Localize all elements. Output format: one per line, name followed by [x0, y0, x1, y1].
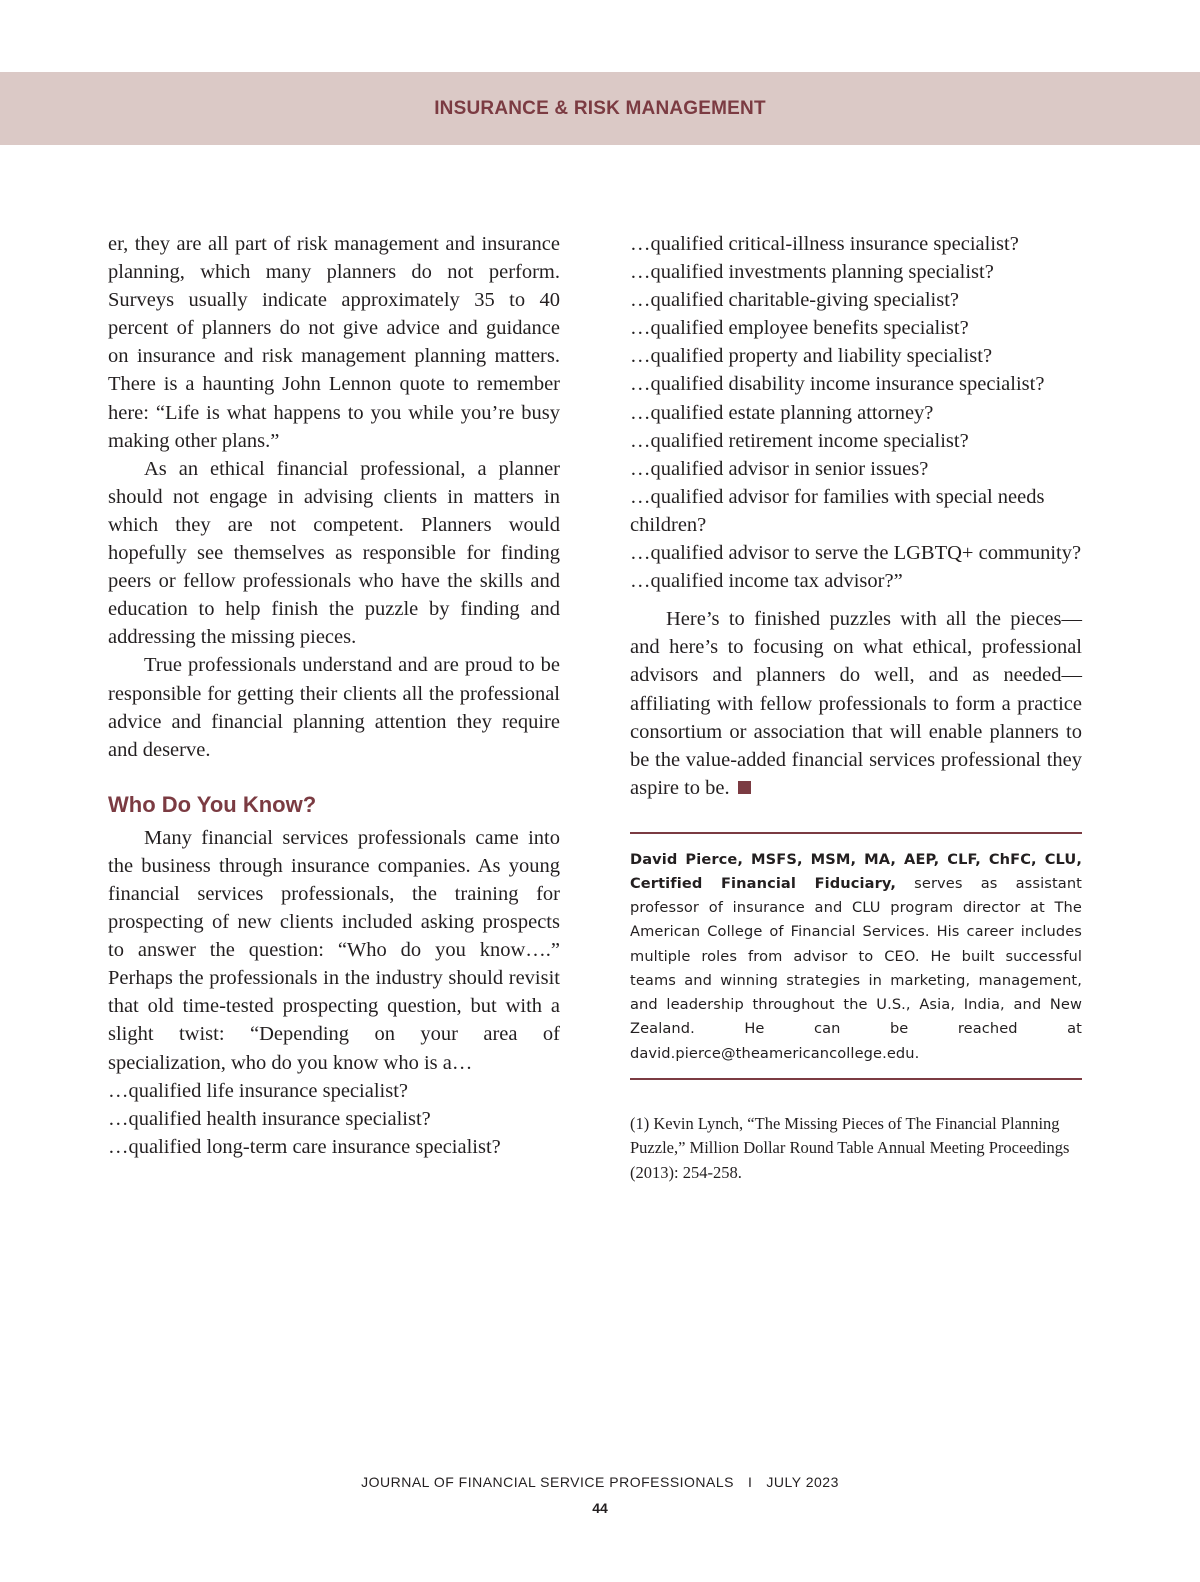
- footer-separator: I: [748, 1474, 753, 1490]
- author-bio: [630, 834, 1082, 1078]
- list-item: …qualified life insurance specialist?: [108, 1079, 408, 1102]
- closing-text: Here’s to finished puzzles with all the pieces—and here’s to focusing on what ethical, professional advisors and planners do well, and as needed—affiliating with fellow professionals to form a practice consortium or association that will enable planners to be the value-added financial services professional they aspire to be.: [630, 608, 1082, 799]
- list-item: …qualified charitable-giving specialist?: [630, 289, 960, 312]
- section-title: INSURANCE & RISK MANAGEMENT: [434, 97, 766, 119]
- list-item: …qualified disability income insurance specialist?: [630, 373, 1045, 396]
- divider: [630, 1078, 1082, 1080]
- left-column: [108, 230, 560, 1161]
- paragraph: er, they are all part of risk management and insurance planning, which many planners do not perform. Surveys usually indicate approximately 35 to 40 percent of planners do not give advice and guidance on insurance and risk management planning matters. There is a haunting John Lennon quote to remember here: “Life is what happens to you while you’re busy making other plans.”: [108, 233, 560, 452]
- paragraph: As an ethical financial professional, a planner should not engage in advising clients in matters in which they are not competent. Planners would hopefully see themselves as responsible for finding peers or fellow professionals who have the skills and education to help finish the puzzle by finding and addressing the missing pieces.: [108, 457, 560, 649]
- issue-date: JULY 2023: [766, 1474, 839, 1490]
- paragraph: Many financial services professionals came into the business through insurance companies. As young financial services professionals, the training for prospecting of new clients included asking prospects to answer the question: “Who do you know….” Perhaps the professionals in the industry should revisit that old time-tested prospecting question, but with a slight twist: “Depending on your area of specialization, who do you know who is a…: [108, 826, 560, 1074]
- closing-paragraph: [630, 605, 1082, 802]
- paragraph: True professionals understand and are proud to be responsible for getting their clients all the professional advice and financial planning attention they require and deserve.: [108, 654, 560, 761]
- page-number: 44: [592, 1500, 608, 1516]
- list-item: …qualified health insurance specialist?: [108, 1107, 431, 1130]
- author-name: David Pierce, MSFS, MSM, MA, AEP, CLF, ChFC, CLU, Certified Financial Fiduciary,: [630, 850, 1082, 893]
- list-item: …qualified advisor in senior issues?: [630, 457, 929, 480]
- list-item: …qualified advisor to serve the LGBTQ+ community?: [630, 542, 1082, 565]
- section-header-band: [0, 72, 1200, 145]
- list-item: …qualified critical-illness insurance specialist?: [630, 233, 1019, 255]
- specialist-list: [108, 1077, 560, 1161]
- specialist-list: [630, 230, 1082, 595]
- section-heading: Who Do You Know?: [108, 791, 317, 817]
- list-item: …qualified income tax advisor?”: [630, 570, 903, 593]
- page-footer: [0, 1474, 1200, 1490]
- journal-name: JOURNAL OF FINANCIAL SERVICE PROFESSIONALS: [361, 1474, 735, 1490]
- list-item: …qualified estate planning attorney?: [630, 401, 934, 424]
- end-of-article-icon: [738, 781, 751, 794]
- list-item: …qualified property and liability specialist?: [630, 345, 993, 368]
- list-item: …qualified employee benefits specialist?: [630, 317, 969, 340]
- right-column: [630, 230, 1082, 1185]
- list-item: …qualified long-term care insurance specialist?: [108, 1135, 501, 1158]
- author-bio-text: serves as assistant professor of insurance and CLU program director at The American College of Financial Services. His career includes multiple roles from advisor to CEO. He built successful teams and winning strategies in marketing, management, and leadership throughout the U.S., Asia, India, and New Zealand. He can be reached at david.pierce@theamericancollege.edu.: [630, 875, 1082, 1062]
- list-item: …qualified investments planning specialist?: [630, 261, 994, 284]
- list-item: …qualified retirement income specialist?: [630, 429, 969, 452]
- footnote: (1) Kevin Lynch, “The Missing Pieces of The Financial Planning Puzzle,” Million Dollar Round Table Annual Meeting Proceedings (2013): 254-258.: [630, 1113, 1070, 1182]
- list-item: …qualified advisor for families with special needs children?: [630, 485, 1045, 536]
